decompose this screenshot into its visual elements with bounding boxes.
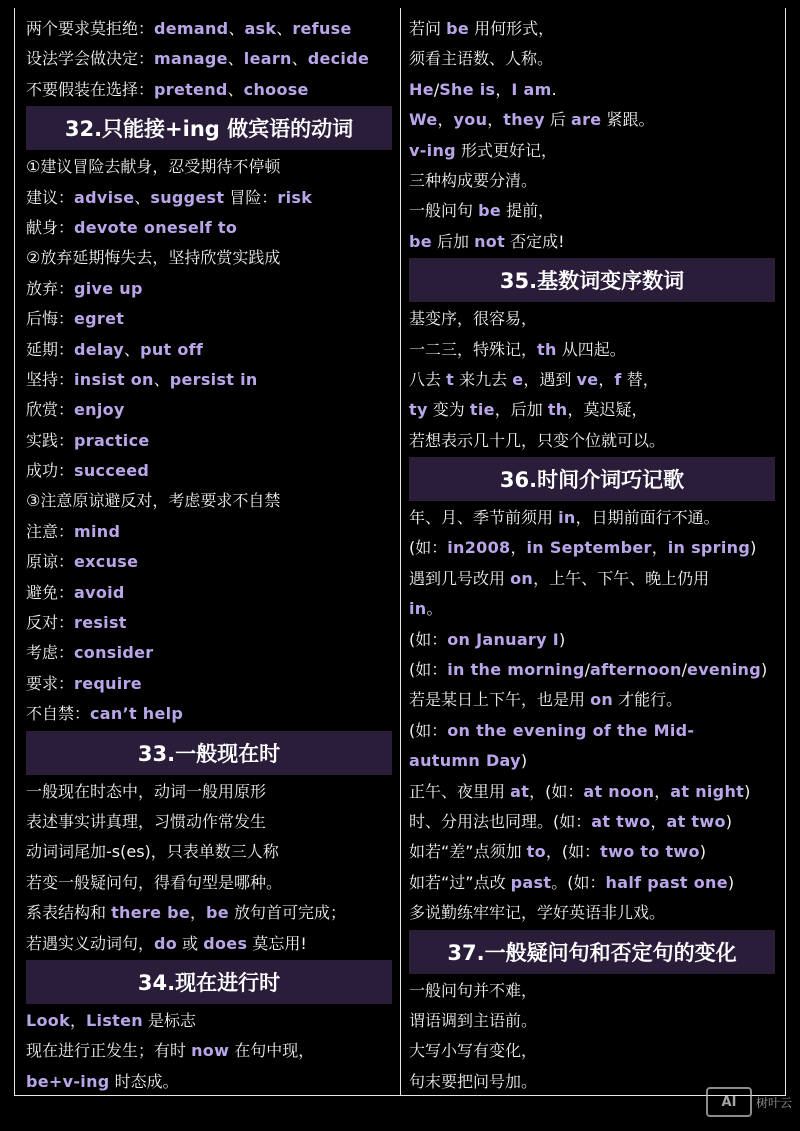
section-heading: 34.现在进行时	[26, 960, 392, 1004]
text-line	[409, 44, 775, 74]
text-line	[409, 533, 775, 563]
text-line	[26, 578, 392, 608]
text-line	[26, 486, 392, 516]
english-term: afternoon	[590, 660, 682, 680]
chinese-text: ，	[598, 369, 615, 389]
english-term: does	[203, 933, 248, 953]
chinese-text: ，	[510, 538, 527, 558]
text-line	[26, 426, 392, 456]
english-term: succeed	[74, 461, 150, 481]
english-term: delay	[74, 339, 125, 359]
english-term: I am	[511, 79, 552, 99]
english-term: on the evening of the Mid-	[447, 720, 695, 740]
english-term: choose	[243, 79, 309, 99]
section-heading: 33.一般现在时	[26, 731, 392, 775]
chinese-text: ③注意原谅避反对，考虑要求不自禁	[26, 491, 281, 511]
english-term: at noon	[583, 781, 655, 801]
chinese-text: )	[699, 842, 707, 862]
chinese-text: 、	[134, 187, 151, 207]
text-line	[409, 426, 775, 456]
section-heading: 35.基数词变序数词	[409, 258, 775, 302]
chinese-text: 大写小写有变化，	[409, 1041, 538, 1061]
chinese-text: ①建议冒险去献身，忍受期待不停顿	[26, 157, 281, 177]
chinese-text: 不要假装在选择：	[26, 79, 155, 99]
text-line	[409, 868, 775, 898]
text-line	[409, 227, 775, 257]
chinese-text: 两个要求莫拒绝：	[26, 19, 155, 38]
chinese-text: 提前，	[501, 201, 555, 221]
text-line	[26, 868, 392, 898]
chinese-text: 、	[227, 79, 244, 99]
chinese-text: 谓语调到主语前。	[409, 1010, 538, 1030]
text-line	[409, 14, 775, 44]
chinese-text: 坚持：	[26, 369, 75, 389]
chinese-text: 形式更好记，	[455, 140, 557, 160]
chinese-text: 要求：	[26, 673, 75, 693]
text-line	[26, 807, 392, 837]
chinese-text: /	[681, 660, 688, 680]
chinese-text: 。	[426, 599, 443, 619]
section-heading: 32.只能接+ing 做宾语的动词	[26, 106, 392, 150]
watermark-logo: AI	[706, 1087, 752, 1117]
chinese-text: ，后加	[494, 400, 548, 420]
chinese-text: /	[433, 79, 440, 99]
english-term: He	[409, 79, 434, 99]
text-line	[26, 638, 392, 668]
text-line	[26, 395, 392, 425]
chinese-text: 若想表示几十几，只变个位就可以。	[409, 430, 666, 450]
chinese-text: 后加	[431, 231, 475, 251]
text-line	[409, 1006, 775, 1036]
chinese-text: )	[520, 751, 528, 771]
english-term: consider	[74, 643, 154, 663]
english-term: suggest	[150, 187, 225, 207]
text-line	[26, 183, 392, 213]
chinese-text: 用何形式，	[469, 19, 555, 38]
english-term: to	[526, 842, 546, 862]
english-term: require	[74, 673, 142, 693]
text-line	[409, 564, 775, 594]
english-term: in spring	[667, 538, 751, 558]
english-term: past	[510, 872, 552, 892]
right-column	[409, 14, 775, 1097]
chinese-text: 反对：	[26, 613, 75, 633]
watermark	[706, 1087, 792, 1117]
text-line	[409, 837, 775, 867]
left-column	[26, 14, 392, 1097]
chinese-text: 如若“差”点须加	[409, 842, 527, 862]
chinese-text: ，莫迟疑，	[567, 400, 648, 420]
english-term: Look	[26, 1010, 71, 1030]
english-term: be+v-ing	[26, 1071, 110, 1091]
chinese-text: 须看主语数、人称。	[409, 49, 554, 69]
english-term: v-ing	[409, 140, 456, 160]
chinese-text: 、	[291, 49, 308, 69]
chinese-text: )	[750, 538, 757, 558]
chinese-text: 一二三，特殊记，	[409, 339, 538, 359]
chinese-text: 才能行。	[613, 690, 683, 710]
chinese-text: 献身：	[26, 217, 75, 237]
english-term: at two	[591, 811, 651, 831]
chinese-text: 后	[544, 110, 571, 130]
chinese-text: ，日期前面行不通。	[575, 508, 720, 528]
chinese-text: 注意：	[26, 521, 75, 541]
text-line	[26, 1036, 392, 1066]
chinese-text: 考虑：	[26, 643, 75, 663]
chinese-text: 后悔：	[26, 309, 75, 329]
text-line	[409, 655, 775, 685]
english-term: half past one	[605, 872, 728, 892]
watermark-text: 树叶云	[755, 1095, 792, 1110]
english-term: at two	[666, 811, 726, 831]
chinese-text: 实践：	[26, 430, 75, 450]
text-line	[409, 395, 775, 425]
chinese-text: 放弃：	[26, 278, 75, 298]
english-term: avoid	[74, 582, 125, 602]
text-line	[26, 456, 392, 486]
english-term: can’t help	[90, 704, 184, 724]
english-term: in the morning	[447, 660, 585, 680]
english-term: be	[206, 903, 229, 923]
text-line	[26, 898, 392, 928]
text-line	[26, 304, 392, 334]
chinese-text: 、	[153, 369, 170, 389]
english-term: in2008	[447, 538, 511, 558]
text-line	[409, 105, 775, 135]
english-term: in September	[526, 538, 652, 558]
text-line	[409, 898, 775, 928]
text-line	[26, 608, 392, 638]
chinese-text: (如：	[409, 660, 448, 680]
chinese-text: )	[761, 660, 768, 680]
chinese-text: 、	[124, 339, 141, 359]
english-term: at	[510, 781, 530, 801]
chinese-text: 若是某日上下午，也是用	[409, 690, 591, 710]
chinese-text: 莫忘用!	[247, 933, 307, 953]
text-line	[409, 75, 775, 105]
chinese-text: ②放弃延期悔失去，坚持欣赏实践成	[26, 248, 281, 268]
english-term: t	[446, 369, 455, 389]
chinese-text: 句末要把问号加。	[409, 1071, 538, 1091]
english-term: evening	[687, 660, 761, 680]
english-term: two to two	[600, 842, 700, 862]
english-term: practice	[74, 430, 150, 450]
chinese-text: 成功：	[26, 461, 75, 481]
english-term: persist in	[169, 369, 258, 389]
text-line	[26, 152, 392, 182]
english-term: f	[614, 369, 622, 389]
text-line	[26, 547, 392, 577]
text-line	[26, 75, 392, 105]
chinese-text: 在句中现，	[229, 1041, 315, 1061]
english-term: they	[503, 110, 545, 130]
english-term: enjoy	[74, 400, 125, 420]
english-term: learn	[243, 49, 292, 69]
english-term: manage	[154, 49, 228, 69]
english-term: are	[571, 110, 602, 130]
chinese-text: 延期：	[26, 339, 75, 359]
chinese-text: 正午、夜里用	[409, 781, 511, 801]
text-line	[26, 213, 392, 243]
text-line	[26, 335, 392, 365]
chinese-text: 。(如：	[551, 872, 606, 892]
english-term: resist	[74, 613, 127, 633]
text-line	[26, 243, 392, 273]
chinese-text: 设法学会做决定：	[26, 49, 155, 69]
chinese-text: 多说勤练牢牢记，学好英语非儿戏。	[409, 903, 666, 923]
chinese-text: .	[551, 79, 557, 99]
text-line	[26, 365, 392, 395]
english-term: pretend	[154, 79, 228, 99]
chinese-text: )	[744, 781, 751, 801]
chinese-text: 从四起。	[556, 339, 626, 359]
text-line	[409, 1036, 775, 1066]
chinese-text: ，	[487, 110, 504, 130]
text-line	[26, 669, 392, 699]
chinese-text: 年、月、季节前须用	[409, 508, 559, 528]
english-term: in	[409, 599, 427, 619]
text-line	[26, 517, 392, 547]
text-line	[409, 807, 775, 837]
chinese-text: 冒险：	[224, 187, 278, 207]
text-line	[26, 929, 392, 959]
chinese-text: 表述事实讲真理，习惯动作常发生	[26, 811, 267, 831]
text-line	[409, 335, 775, 365]
text-line	[409, 196, 775, 226]
english-term: ty	[409, 400, 428, 420]
text-line	[409, 685, 775, 715]
english-term: be	[409, 231, 432, 251]
text-line	[26, 699, 392, 729]
english-term: insist on	[74, 369, 154, 389]
chinese-text: (如：	[409, 720, 448, 740]
english-term: on	[510, 568, 534, 588]
text-line	[409, 503, 775, 533]
chinese-text: 紧跟。	[601, 110, 655, 130]
chinese-text: 或	[177, 933, 204, 953]
chinese-text: 一般问句并不难，	[409, 980, 538, 1000]
english-term: be	[446, 19, 469, 38]
english-term: do	[154, 933, 178, 953]
english-term: not	[474, 231, 506, 251]
english-term: give up	[74, 278, 143, 298]
text-line	[26, 1067, 392, 1097]
chinese-text: ，	[437, 110, 454, 130]
chinese-text: ，(如：	[529, 781, 584, 801]
chinese-text: 一般现在时态中，动词一般用原形	[26, 781, 267, 801]
english-term: autumn Day	[409, 751, 521, 771]
chinese-text: 、	[228, 19, 245, 38]
chinese-text: (如：	[409, 538, 448, 558]
chinese-text: 欣赏：	[26, 400, 75, 420]
chinese-text: 是标志	[142, 1010, 197, 1030]
chinese-text: 现在进行正发生；有时	[26, 1041, 192, 1061]
chinese-text: 遇到几号改用	[409, 568, 511, 588]
english-term: now	[191, 1041, 230, 1061]
chinese-text: (如：	[409, 629, 448, 649]
chinese-text: 变为	[427, 400, 470, 420]
chinese-text: ，上午、下午、晚上仍用	[533, 568, 710, 588]
text-line	[409, 365, 775, 395]
chinese-text: 若问	[409, 19, 447, 38]
chinese-text: 原谅：	[26, 552, 75, 572]
chinese-text: ，	[495, 79, 512, 99]
english-term: at night	[670, 781, 745, 801]
text-line	[26, 837, 392, 867]
chinese-text: 一般问句	[409, 201, 479, 221]
english-term: excuse	[74, 552, 139, 572]
english-term: you	[453, 110, 488, 130]
english-term: ve	[576, 369, 599, 389]
english-term: egret	[74, 309, 125, 329]
text-line	[409, 716, 775, 746]
chinese-text: )	[725, 811, 733, 831]
english-term: refuse	[292, 19, 352, 38]
english-term: be	[478, 201, 501, 221]
chinese-text: )	[727, 872, 735, 892]
text-line	[409, 594, 775, 624]
english-term: devote oneself to	[74, 217, 238, 237]
section-heading: 37.一般疑问句和否定句的变化	[409, 930, 775, 974]
english-term: demand	[154, 19, 229, 38]
chinese-text: 放句首可完成；	[228, 903, 347, 923]
chinese-text: ，遇到	[523, 369, 577, 389]
chinese-text: ，	[654, 781, 671, 801]
chinese-text: /	[584, 660, 591, 680]
chinese-text: 时态成。	[109, 1071, 179, 1091]
english-term: She is	[439, 79, 496, 99]
text-line	[26, 274, 392, 304]
english-term: decide	[307, 49, 370, 69]
english-term: mind	[74, 521, 121, 541]
english-term: tie	[469, 400, 495, 420]
chinese-text: 动词词尾加-s(es)，只表单数三人称	[26, 842, 279, 862]
english-term: on January I	[447, 629, 559, 649]
english-term: in	[558, 508, 576, 528]
chinese-text: ，	[650, 811, 667, 831]
chinese-text: 、	[227, 49, 244, 69]
english-term: advise	[74, 187, 135, 207]
english-term: e	[512, 369, 524, 389]
chinese-text: 否定成!	[505, 231, 565, 251]
text-line	[26, 777, 392, 807]
english-term: Listen	[86, 1010, 143, 1030]
chinese-text: 、	[276, 19, 293, 38]
chinese-text: 三种构成要分清。	[409, 170, 538, 190]
chinese-text: 系表结构和	[26, 903, 112, 923]
chinese-text: 来九去	[454, 369, 513, 389]
text-line	[409, 777, 775, 807]
chinese-text: 建议：	[26, 187, 75, 207]
text-line	[409, 746, 775, 776]
english-term: th	[547, 400, 568, 420]
column-divider	[400, 8, 401, 1096]
text-line	[26, 1006, 392, 1036]
text-line	[409, 166, 775, 196]
chinese-text: 如若“过”点改	[409, 872, 511, 892]
chinese-text: )	[558, 629, 566, 649]
chinese-text: 基变序，很容易，	[409, 309, 538, 329]
chinese-text: ，(如：	[545, 842, 601, 862]
chinese-text: 避免：	[26, 582, 75, 602]
chinese-text: 时、分用法也同理。(如：	[409, 811, 592, 831]
chinese-text: ，	[70, 1010, 87, 1030]
english-term: there be	[111, 903, 191, 923]
text-line	[409, 976, 775, 1006]
text-line	[409, 304, 775, 334]
chinese-text: 替，	[621, 369, 659, 389]
english-term: ask	[244, 19, 277, 38]
chinese-text: 八去	[409, 369, 447, 389]
english-term: We	[409, 110, 438, 130]
english-term: put off	[140, 339, 204, 359]
text-line	[26, 14, 392, 44]
english-term: th	[537, 339, 557, 359]
text-line	[26, 44, 392, 74]
text-line	[409, 625, 775, 655]
chinese-text: 若变一般疑问句，得看句型是哪种。	[26, 872, 283, 892]
chinese-text: 若遇实义动词句，	[26, 933, 155, 953]
chinese-text: 不自禁：	[26, 704, 91, 724]
section-heading: 36.时间介词巧记歌	[409, 457, 775, 501]
chinese-text: ，	[651, 538, 668, 558]
text-line	[409, 136, 775, 166]
chinese-text: ，	[190, 903, 207, 923]
english-term: risk	[277, 187, 313, 207]
english-term: on	[590, 690, 614, 710]
